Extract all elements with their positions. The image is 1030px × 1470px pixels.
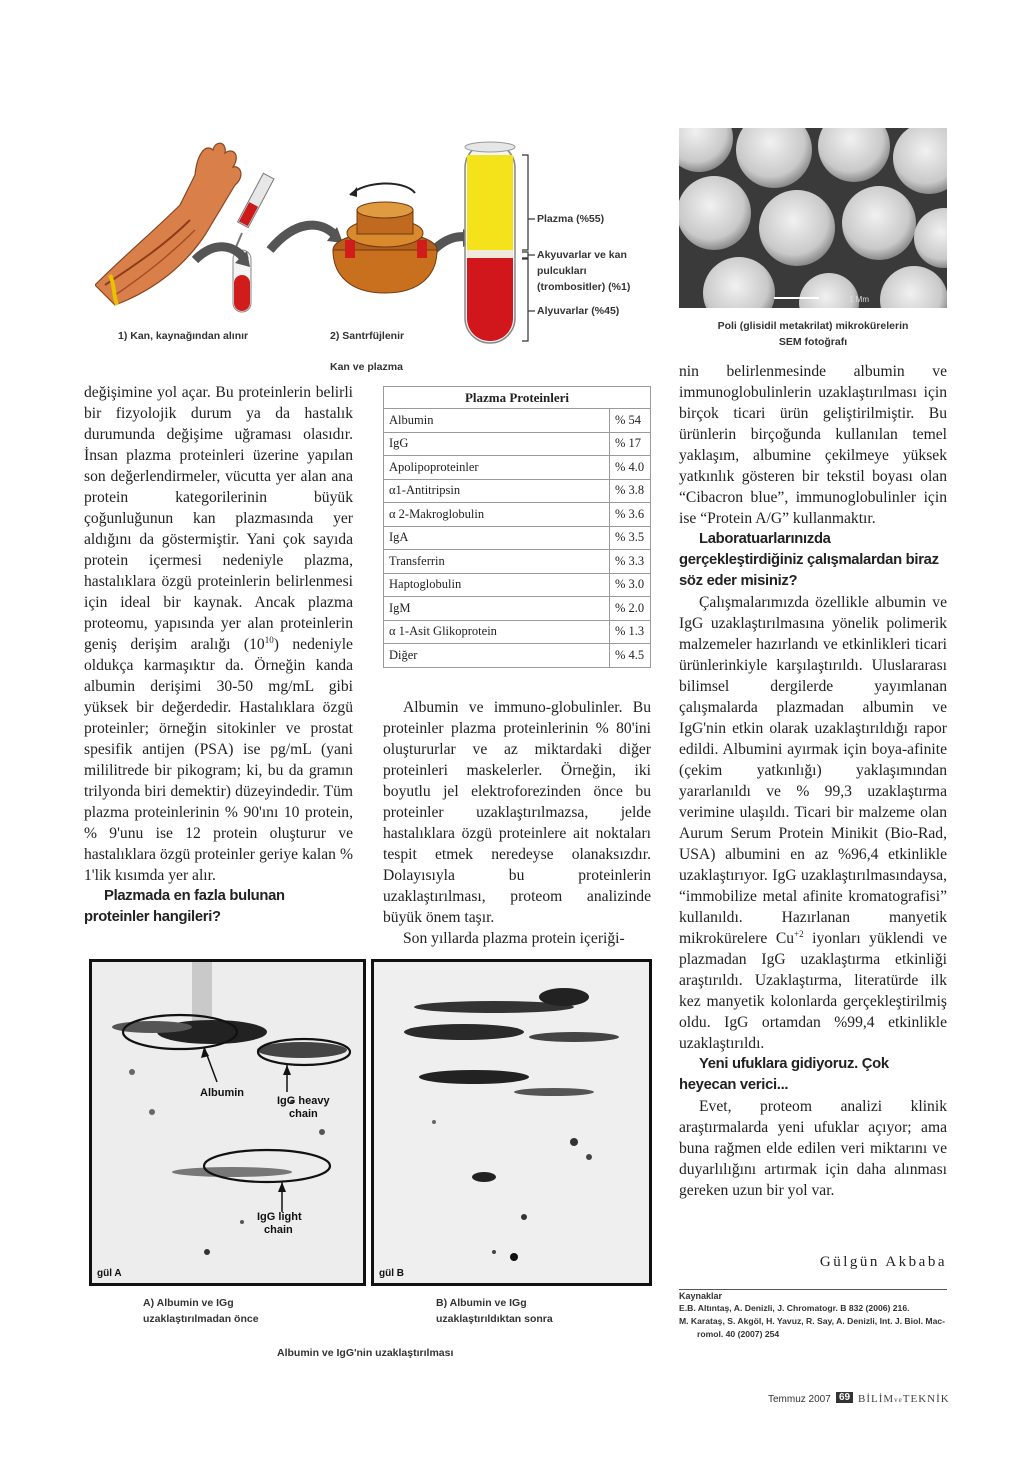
gel-a-spots — [92, 962, 363, 1283]
table-row: α1-Antitripsin % 3.8 — [384, 479, 651, 503]
table-row: Albumin % 54 — [384, 409, 651, 433]
magazine-name: BİLİMveTEKNİK — [858, 1393, 950, 1405]
table-row: IgG % 17 — [384, 432, 651, 456]
step2-label: 2) Santrfüjlenir — [330, 330, 405, 342]
gel-igg-heavy-2: chain — [289, 1108, 318, 1120]
sem-scale-text: 1 Mm — [849, 295, 869, 304]
reference-2a: M. Karataş, S. Akgöl, H. Yavuz, R. Say, A. Denizli, Int. J. Biol. Mac- — [679, 1316, 945, 1326]
label-rbc: Alyuvarlar (%45) — [537, 305, 620, 317]
blood-figure-caption: Kan ve plazma — [330, 361, 403, 373]
gel-caption-a-1: A) Albumin ve IGg — [143, 1297, 234, 1309]
col1-heading-1: Plazmada en fazla bulunan proteinler hangileri? — [84, 888, 285, 925]
table-title: Plazma Proteinleri — [384, 387, 651, 409]
plasma-proteins-table — [383, 386, 651, 668]
label-wbc-1: Akyuvarlar ve kan — [537, 249, 627, 261]
step1-label: 1) Kan, kaynağından alınır — [118, 330, 249, 342]
gel-caption-a-2: uzaklaştırılmadan önce — [143, 1313, 259, 1325]
gel-caption-b-2: uzaklaştırıldıktan sonra — [436, 1313, 553, 1325]
table-row: IgA % 3.5 — [384, 526, 651, 550]
column-3 — [679, 361, 947, 1201]
label-wbc-2: pulcukları — [537, 265, 587, 277]
table-row: α 2-Makroglobulin % 3.6 — [384, 503, 651, 527]
table-row: Diğer % 4.5 — [384, 644, 651, 668]
col3-paragraph-3: Evet, proteom analizi klinik araştırmalarda yeni ufuklar açıyor; ama buna rağmen elde edilen veri miktarını ve duyarlılığını artırmak için daha alınması gereken uzun bir yol var. — [679, 1098, 947, 1199]
gel-b-spots — [374, 962, 649, 1283]
gel-image-a — [89, 959, 366, 1286]
references-title: Kaynaklar — [679, 1291, 723, 1301]
gel-a-label: gül A — [97, 1268, 122, 1279]
label-wbc-3: (trombositler) (%1) — [537, 281, 631, 293]
footer-date: Temmuz 2007 — [768, 1394, 831, 1405]
col3-heading-2: Yeni ufuklara gidiyoruz. Çok heyecan verici... — [679, 1056, 889, 1093]
table-row: α 1-Asit Glikoprotein % 1.3 — [384, 620, 651, 644]
sem-caption-2: SEM fotoğrafı — [778, 336, 848, 348]
gel-igg-heavy-1: IgG heavy — [277, 1095, 330, 1107]
table-row: Transferrin % 3.3 — [384, 550, 651, 574]
table-row: Haptoglobulin % 3.0 — [384, 573, 651, 597]
column-2 — [383, 697, 651, 949]
gel-image-b — [371, 959, 652, 1286]
col1-paragraph-1: değişimine yol açar. Bu proteinlerin belirli bir fizyolojik durum ya da hastalık durumunda değişime uğraması olasıdır. İnsan plazma proteinleri üzerine yapılan son değerlendirmeler, vücutta yer alan ana protein kategorilerinin büyük çoğunluğunun kan plazmasında yer aldığını da göstermiştir. Yani çok sayıda protein içermesi nedeniyle plazma, hastalıklara özgü proteinlerin belirlenmesi için ideal bir kaynak. Ancak plazma proteomu, yapısında yer alan proteinlerin geniş derişim aralığı $(10^{10})$ nedeniyle oldukça karmaşıktır da. Örneğin kanda albumin derişimi 30-50 mg/mL gibi yüksek bir değerdedir. Hastalıklara özgü proteinler; örneğin sitokinler ve prostat spesifik antijen (PSA) ise pg/mL (yani mililitrede bir pikogram; ki, bu da gramın trilyonda biri demektir) düzeyindedir. Tüm plazma proteinlerinin % 90'ını 10 protein, % 9'unu ise 12 protein oluşturur ve hastalıklara özgü proteinler geriye kalan % 1'lik kısımda yer alır. — [84, 384, 353, 884]
gel-caption-b-1: B) Albumin ve IGg — [436, 1297, 527, 1309]
column-1 — [84, 382, 353, 928]
reference-1: E.B. Altıntaş, A. Denizli, J. Chromatogr. B 832 (2006) 216. — [679, 1303, 910, 1313]
col2-paragraph-2: Son yıllarda plazma protein içeriği- — [403, 930, 625, 947]
references-rule — [679, 1289, 947, 1290]
col2-paragraph-1: Albumin ve immuno-globulinler. Bu proteinler plazma proteinlerinin % 80'ini oluştururlar ve az miktardaki diğer proteinleri maskelerler. Örneğin, iki boyutlu jel elektroforezinden önce bu proteinler uzaklaştırılmazsa, jelde hastalıklara özgü proteinlere ait noktaları tespit etmek neredeyse olanaksızdır. Dolayısıyla bu proteinlerin uzaklaştırılması, proteom analizinde büyük önem taşır. — [383, 699, 651, 926]
sem-microsphere-photo — [679, 128, 947, 308]
sem-caption-1: Poli (glisidil metakrilat) mikrokürelerin — [717, 320, 909, 332]
col3-paragraph-2: Çalışmalarımızda özellikle albumin ve IgG uzaklaştırılmasına yönelik polimerik malzemeler hazırlandı ve etkinlikleri ticari ürünlerinkiyle karşılaştırıldı. Uluslararası bilimsel dergilerde yayımlanan çalışmalarda plazmadan albumin ve IgG'nin etkin olarak uzaklaştırıldığı rapor edildi. Albumini ayırmak için boya-afinite (çekim yatkınlığı) yaklaşımından yararlanıldı ve % 99,3 uzaklaştırma verimine ulaşıldı. Ticari bir malzeme olan Aurum Serum Protein Minikit (Bio-Rad, USA) albumini en az %96,4 etkinlikle uzaklaştırıyor. IgG uzaklaştırılmasındaysa, “immobilize metal afinite kromatografisi” kullanıldı. Hazırlanan manyetik mikrokürelere $Cu^{+2}$ iyonları yüklendi ve plazmadan IgG uzaklaştırma etkinliği araştırıldı. Uzaklaştırma, literatürde ilk kez manyetik kolonlarda gerçekleştirilmiş oldu. IgG ortamdan %99,4 etkinlikle uzaklaştırıldı. — [679, 594, 947, 1052]
gel-igg-light-1: IgG light — [257, 1211, 302, 1223]
table-row: IgM % 2.0 — [384, 597, 651, 621]
gel-b-label: gül B — [379, 1268, 404, 1279]
page-number: 69 — [836, 1392, 853, 1403]
gel-albumin-label: Albumin — [200, 1087, 244, 1099]
label-plasma: Plazma (%55) — [537, 213, 605, 225]
col3-heading-1: Laboratuarlarınızda gerçekleştirdiğiniz çalışmalardan biraz söz eder misiniz? — [679, 531, 939, 589]
reference-2b: romol. 40 (2007) 254 — [697, 1329, 780, 1339]
gel-igg-light-2: chain — [264, 1224, 293, 1236]
author-name: Gülgün Akbaba — [819, 1254, 947, 1270]
col3-paragraph-1: nin belirlenmesinde albumin ve immunoglobulinlerin uzaklaştırılması için birçok ticari ürün geliştirilmiştir. Bu ürünlerin birçoğunda kullanılan temel yaklaşım, albumine çekilmeye yüksek yatkınlık gösteren bir tekstil boyası olan “Cibacron blue”, immunoglobulinler için ise “Protein A/G” kullanmaktır. — [679, 363, 947, 527]
table-row: Apolipoproteinler % 4.0 — [384, 456, 651, 480]
gel-figure-caption: Albumin ve IgG'nin uzaklaştırılması — [277, 1347, 454, 1359]
